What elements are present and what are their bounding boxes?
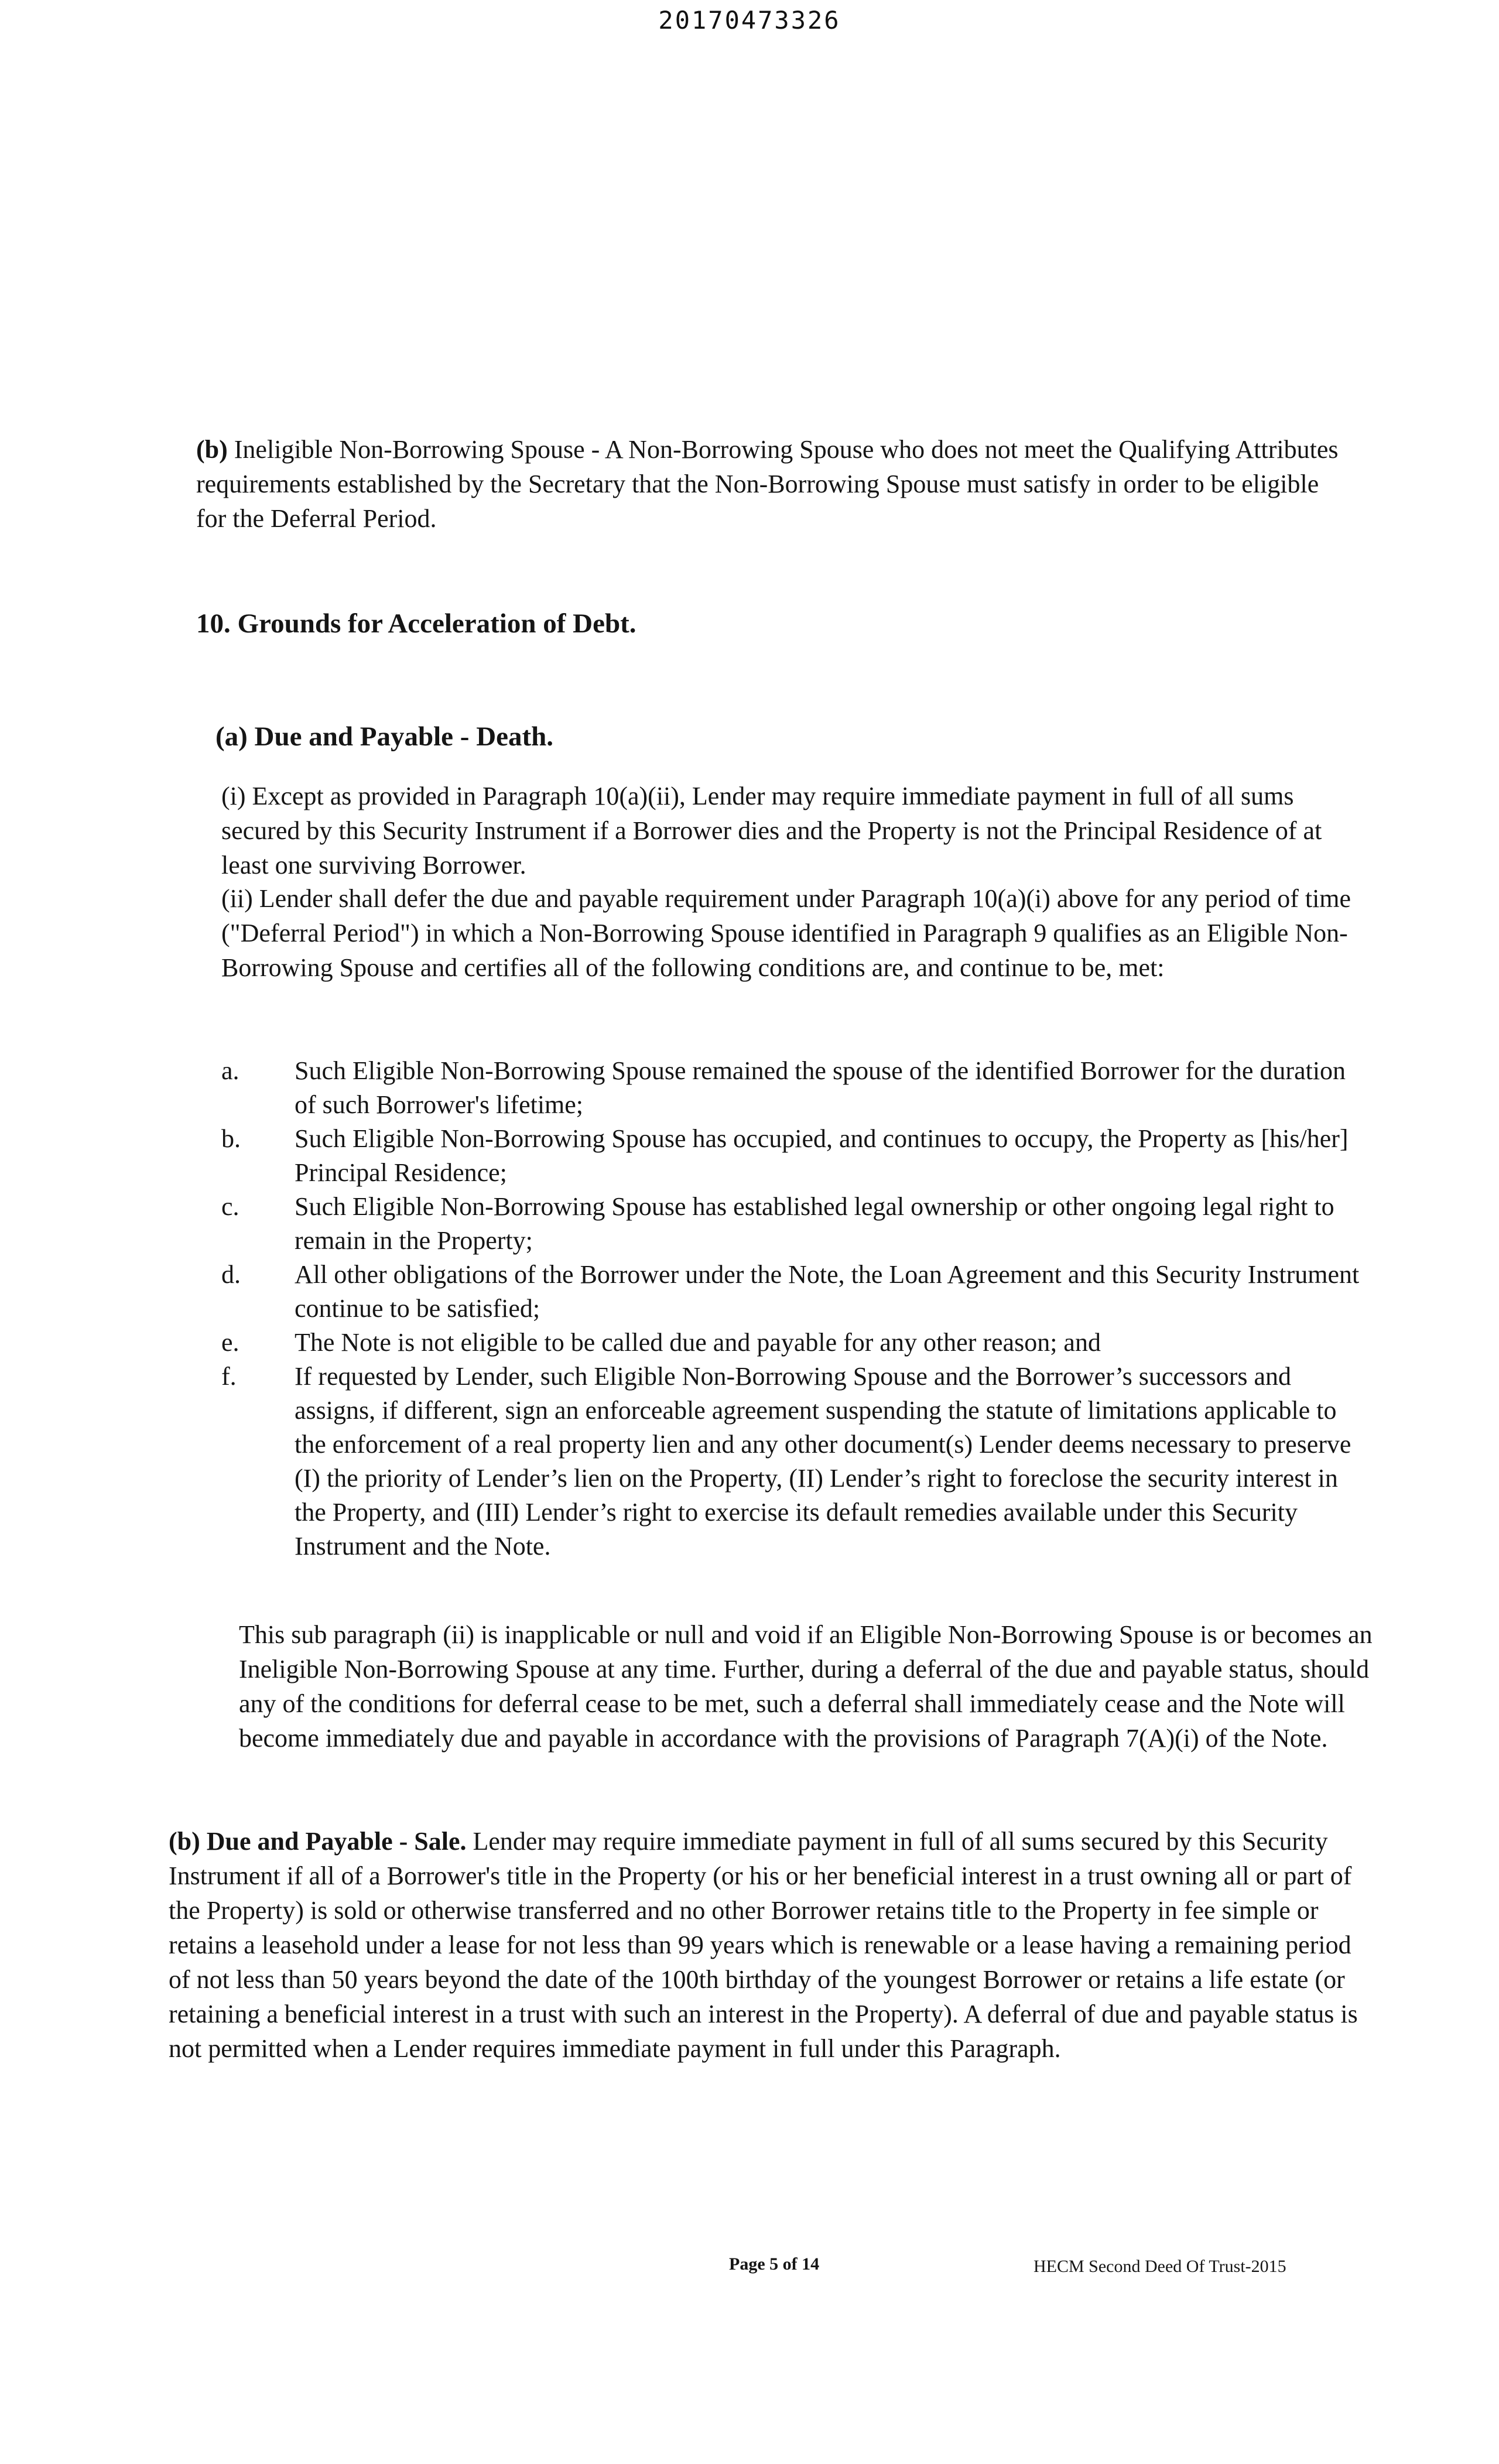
paragraph-ii-void-clause: This sub paragraph (ii) is inapplicable or null and void if an Eligible Non-Borrowing Spouse is or becomes an Ineligible Non-Borrowing Spouse at any time. Further, during a deferral of the due and payable status, should any of the conditions for deferral cease to be met, such a deferral shall immediately cease and the Note will become immediately due and payable in accordance with the provisions of Paragraph 7(A)(i) of the Note. [239,1620,1373,1753]
section-10-heading: 10. Grounds for Acceleration of Debt. [196,608,636,639]
condition-item-d [221,1258,1369,1326]
section-9b-paragraph [196,432,1344,536]
section-9b-text: Ineligible Non-Borrowing Spouse - A Non-Borrowing Spouse who does not meet the Qualifying Attributes requirements established by the Secretary that the Non-Borrowing Spouse must satisfy in order to be eligible for the Deferral Period. [196,435,1339,533]
due-payable-sale-text: Lender may require immediate payment in full of all sums secured by this Security Instrument if all of a Borrower's title in the Property (or his or her beneficial interest in a trust owning all or part of the Property) is sold or otherwise transferred and no other Borrower retains title to the Property in fee simple or retains a leasehold under a lease for not less than 99 years which is renewable or a lease having a remaining period of not less than 50 years beyond the date of the 100th birthday of the youngest Borrower or retains a life estate (or retaining a beneficial interest in a trust with such an interest in the Property). A deferral of due and payable status is not permitted when a Lender requires immediate payment in full under this Paragraph. [169,1827,1358,2063]
condition-text: The Note is not eligible to be called due and payable for any other reason; and [295,1328,1101,1357]
due-payable-death-heading: (a) Due and Payable - Death. [215,721,554,752]
condition-marker: c. [221,1192,239,1221]
condition-marker: b. [221,1124,241,1153]
due-payable-sale-lead: (b) Due and Payable - Sale. [169,1827,467,1856]
condition-text: All other obligations of the Borrower under the Note, the Loan Agreement and this Security Instrument continue to be satisfied; [295,1260,1360,1323]
condition-marker: d. [221,1260,241,1289]
section-9b-lead: (b) [196,435,228,464]
condition-item-c [221,1190,1369,1258]
condition-marker: e. [221,1328,239,1357]
condition-text: Such Eligible Non-Borrowing Spouse remained the spouse of the identified Borrower for the duration of such Borrower's lifetime; [295,1056,1346,1119]
form-name: HECM Second Deed Of Trust-2015 [1033,2257,1286,2276]
condition-marker: f. [221,1362,237,1391]
condition-item-f [221,1360,1369,1563]
condition-item-a [221,1054,1369,1122]
condition-item-b [221,1122,1369,1190]
deferral-conditions-list [221,1054,1369,1563]
document-number: 20170473326 [658,6,841,35]
condition-item-e [221,1326,1369,1360]
paragraph-10-a-ii: (ii) Lender shall defer the due and payable requirement under Paragraph 10(a)(i) above for any period of time ("Deferral Period") in which a Non-Borrowing Spouse identified in Paragraph 9 qualifies as an Eligible Non-Borrowing Spouse and certifies all of the following conditions are, and continue to be, met: [221,884,1351,982]
condition-text: Such Eligible Non-Borrowing Spouse has occupied, and continues to occupy, the Property as [his/her] Principal Residence; [295,1124,1349,1187]
condition-text: If requested by Lender, such Eligible Non-Borrowing Spouse and the Borrower’s successors and assigns, if different, sign an enforceable agreement suspending the statute of limitations applicable to the enforcement of a real property lien and any other document(s) Lender deems necessary to preserve (I) the priority of Lender’s lien on the Property, (II) Lender’s right to foreclose the security interest in the Property, and (III) Lender’s right to exercise its default remedies available under this Security Instrument and the Note. [295,1362,1351,1560]
paragraph-10-b [169,1824,1375,2066]
paragraph-10-a-i: (i) Except as provided in Paragraph 10(a)(ii), Lender may require immediate payment in full of all sums secured by this Security Instrument if a Borrower dies and the Property is not the Principal Residence of at least one surviving Borrower. [221,782,1322,879]
page-number: Page 5 of 14 [729,2254,820,2274]
condition-text: Such Eligible Non-Borrowing Spouse has established legal ownership or other ongoing legal right to remain in the Property; [295,1192,1334,1255]
condition-marker: a. [221,1056,239,1085]
